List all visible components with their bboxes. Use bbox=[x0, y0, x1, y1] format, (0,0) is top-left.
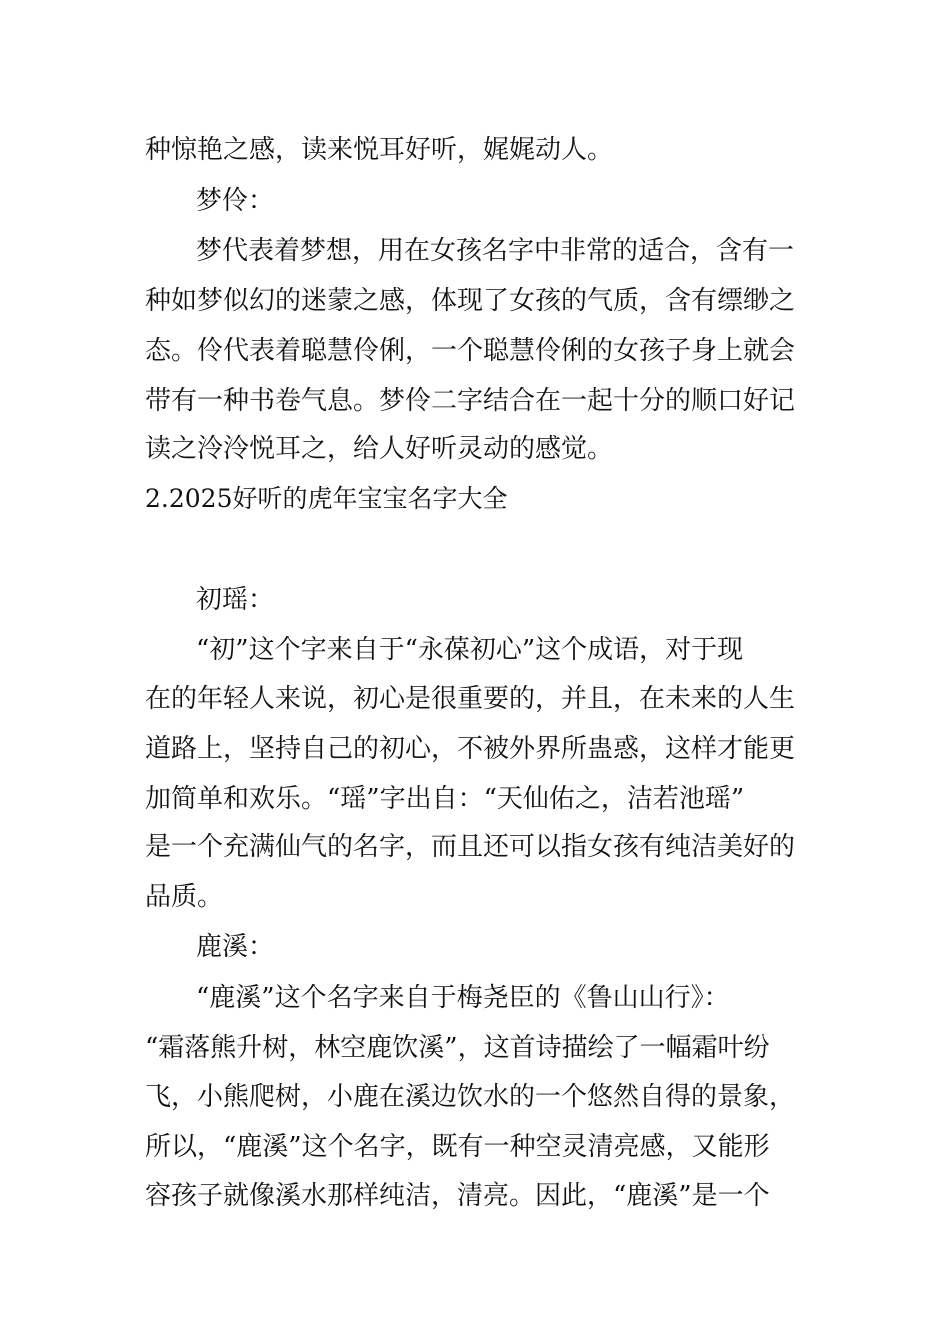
text-line: 飞，小熊爬树，小鹿在溪边饮水的一个悠然自得的景象， bbox=[145, 1082, 796, 1112]
text-line: 种惊艳之感，读来悦耳好听，娓娓动人。 bbox=[145, 135, 614, 165]
name-heading-mengling: 梦伶： bbox=[196, 186, 275, 216]
name-heading-luxi: 鹿溪： bbox=[196, 932, 275, 962]
text-line: 种如梦似幻的迷蒙之感，体现了女孩的气质，含有缥缈之 bbox=[145, 286, 796, 316]
text-line: 品质。 bbox=[145, 882, 224, 912]
name-heading-chuyao: 初瑶： bbox=[196, 585, 275, 615]
text-line: 读之泠泠悦耳之，给人好听灵动的感觉。 bbox=[145, 434, 614, 464]
text-line: 加简单和欢乐。“瑶”字出自：“天仙佑之，洁若池瑶” bbox=[145, 784, 745, 814]
text-line: 容孩子就像溪水那样纯洁，清亮。因此，“鹿溪”是一个 bbox=[145, 1181, 770, 1211]
text-line: “初”这个字来自于“永葆初心”这个成语，对于现 bbox=[196, 635, 744, 665]
text-line: 道路上，坚持自己的初心，不被外界所蛊惑，这样才能更 bbox=[145, 734, 796, 764]
text-line: 所以，“鹿溪”这个名字，既有一种空灵清亮感，又能形 bbox=[145, 1132, 770, 1162]
text-line: 梦代表着梦想，用在女孩名字中非常的适合，含有一 bbox=[196, 236, 795, 266]
text-line: 态。伶代表着聪慧伶俐，一个聪慧伶俐的女孩子身上就会 bbox=[145, 336, 796, 366]
text-line: 在的年轻人来说，初心是很重要的，并且，在未来的人生 bbox=[145, 684, 796, 714]
section-heading: 2.2025好听的虎年宝宝名字大全 bbox=[145, 484, 508, 513]
text-line: 带有一种书卷气息。梦伶二字结合在一起十分的顺口好记 bbox=[145, 386, 796, 416]
text-line: “霜落熊升树，林空鹿饮溪”，这首诗描绘了一幅霜叶纷 bbox=[145, 1033, 770, 1063]
text-line: “鹿溪”这个名字来自于梅尧臣的《鲁山山行》： bbox=[196, 983, 730, 1013]
text-line: 是一个充满仙气的名字，而且还可以指女孩有纯洁美好的 bbox=[145, 832, 796, 862]
